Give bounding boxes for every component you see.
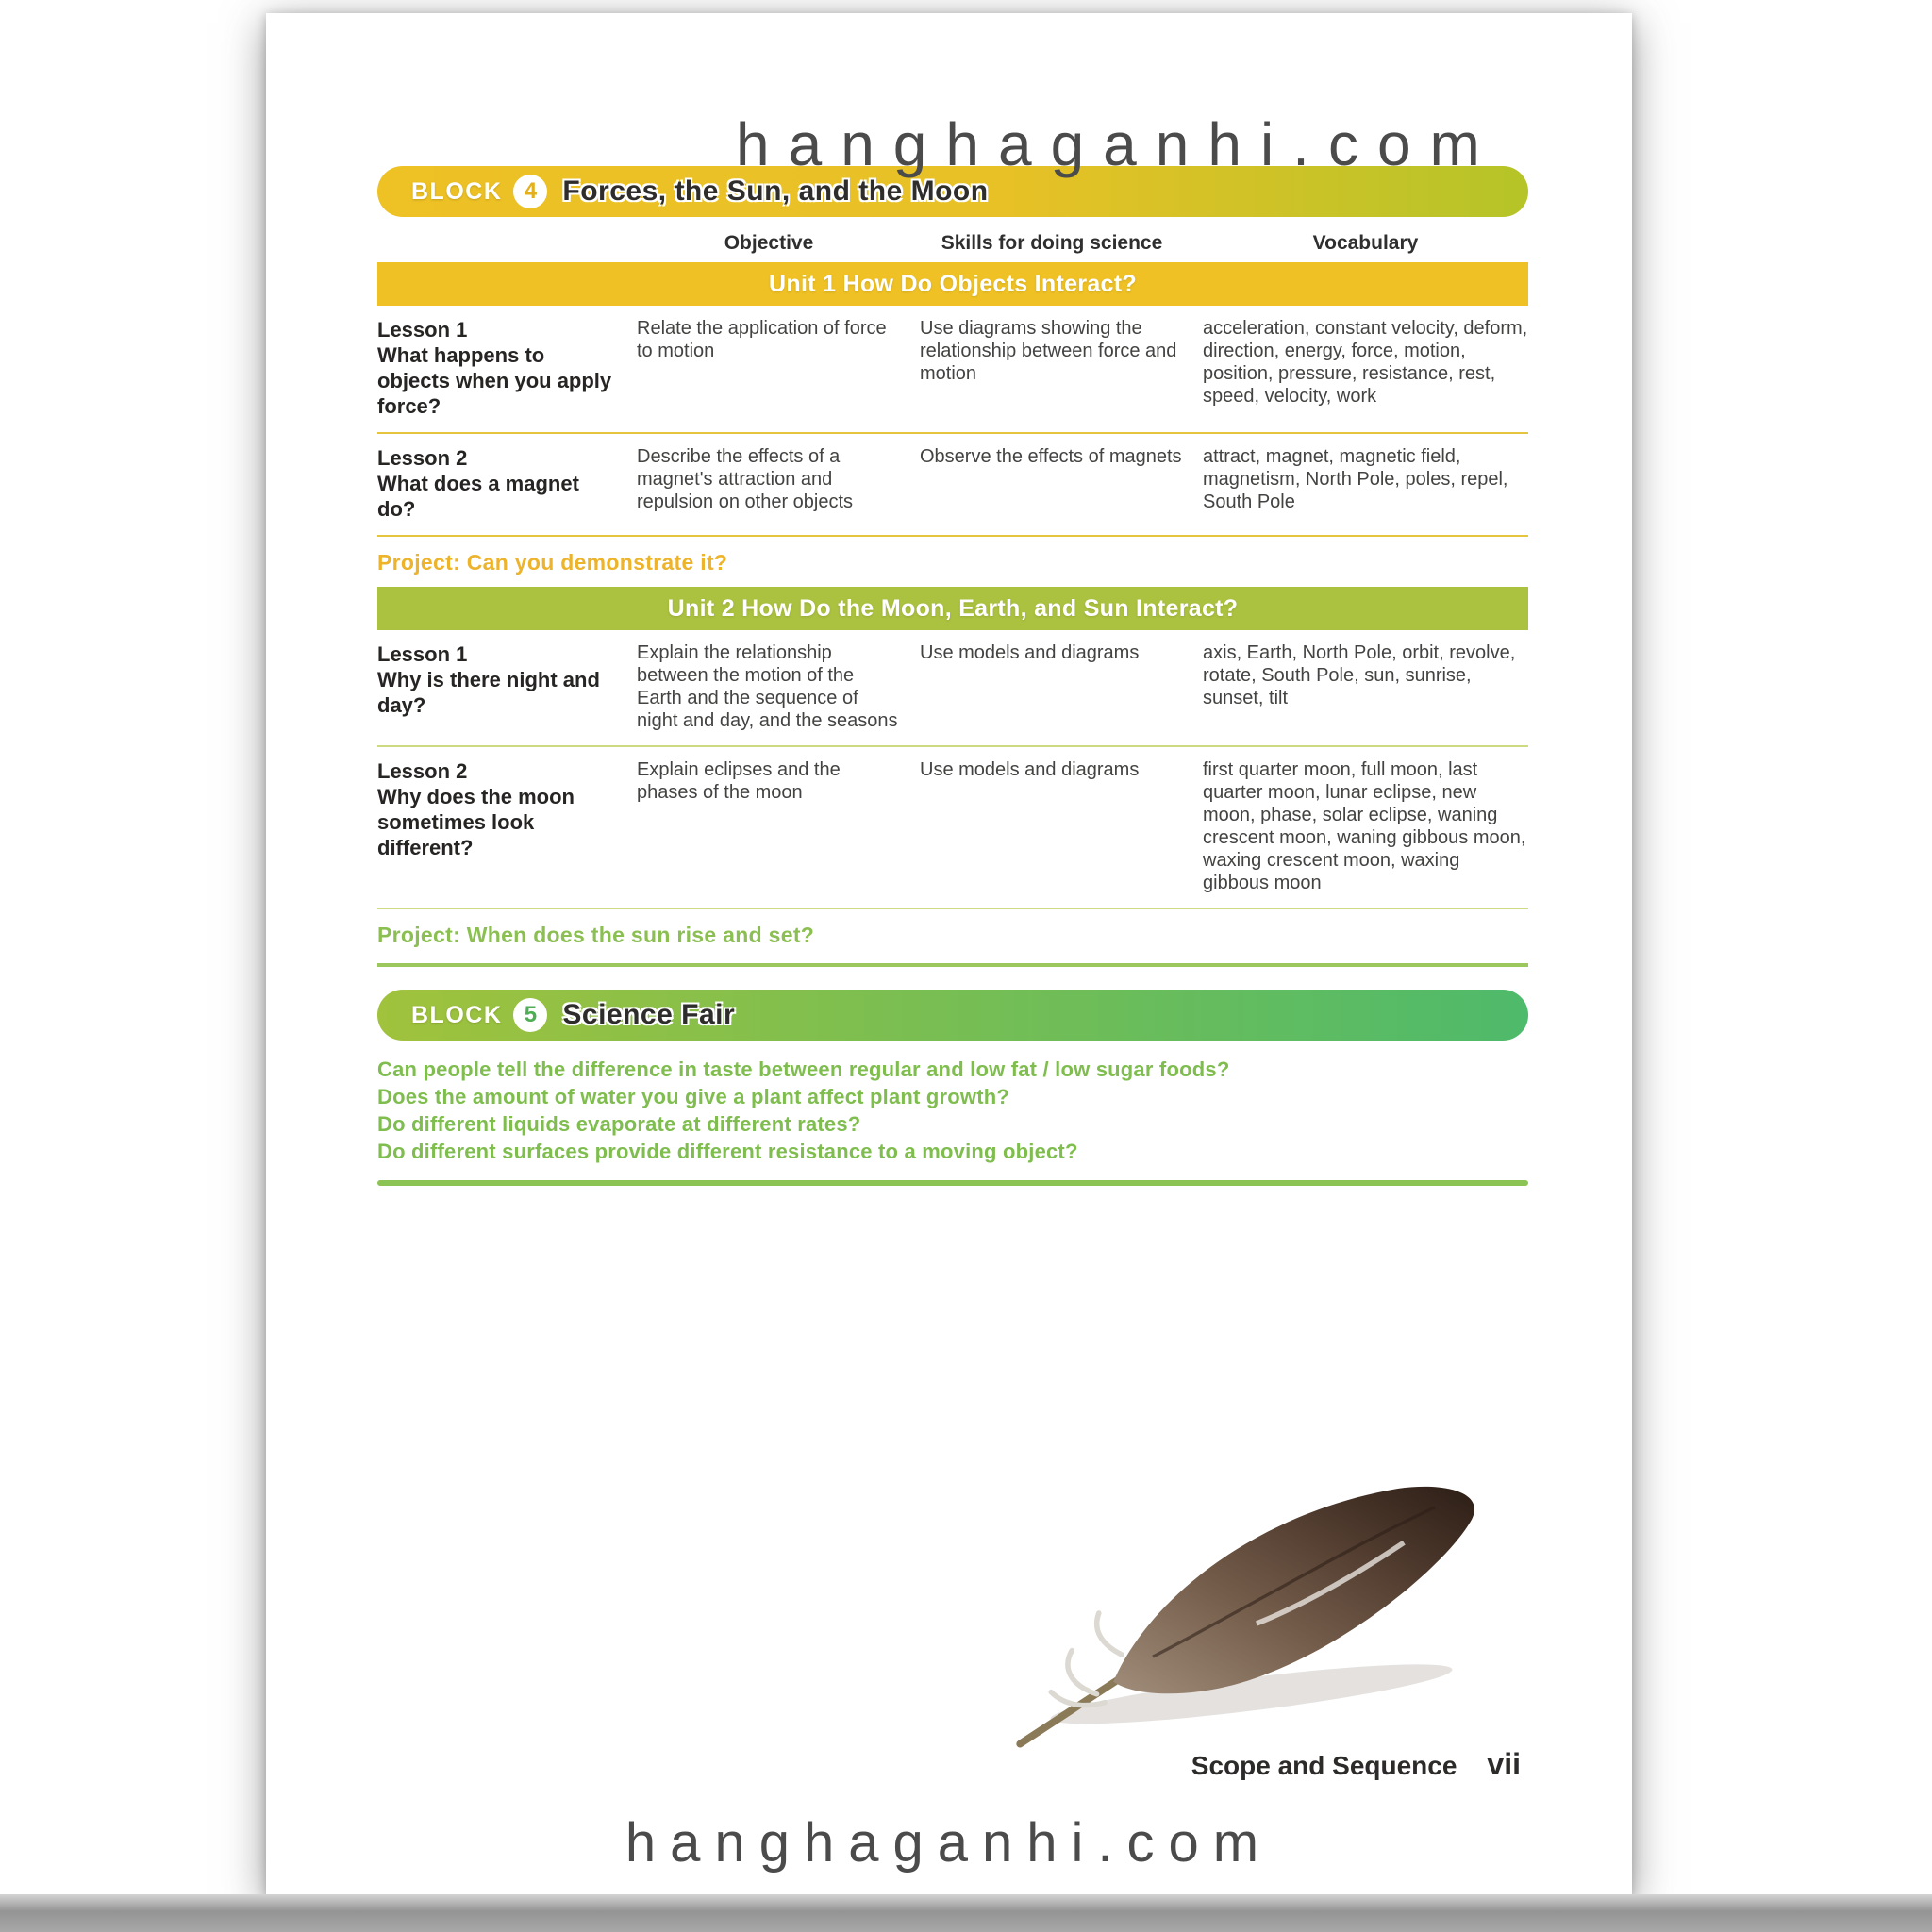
vocabulary-cell: first quarter moon, full moon, last quarter moon, lunar eclipse, new moon, phase, solar eclipse, waning crescent moon, waning gibbous moon, waxing crescent moon, waxing gibbous moon [1203, 759, 1526, 893]
table-row [377, 434, 1528, 537]
page-footer [1191, 1747, 1521, 1782]
unit1-title-bar: Unit 1 How Do Objects Interact? [377, 262, 1528, 306]
footer-section-title: Scope and Sequence [1191, 1751, 1457, 1780]
scope-and-sequence-content [377, 166, 1528, 1186]
lesson-question: What does a magnet do? [377, 472, 579, 521]
lesson-number: Lesson 2 [377, 446, 468, 470]
science-fair-questions [377, 1056, 1528, 1165]
lesson-number: Lesson 2 [377, 759, 468, 783]
skills-cell: Observe the effects of magnets [920, 446, 1182, 467]
objective-cell: Describe the effects of a magnet's attraction and repulsion on other objects [637, 446, 854, 512]
backdrop-bottom-bar [0, 1894, 1932, 1932]
skills-cell: Use models and diagrams [920, 642, 1140, 663]
vocabulary-cell: acceleration, constant velocity, deform, direction, energy, force, motion, position, pressure, resistance, rest, speed, velocity, work [1203, 318, 1528, 407]
lesson-title-cell [377, 317, 618, 419]
feather-image [992, 1447, 1521, 1758]
watermark-bottom: hanghaganhi.com [625, 1812, 1274, 1874]
table-row [377, 630, 1528, 747]
column-header-vocabulary: Vocabulary [1312, 232, 1419, 254]
block5-banner [377, 990, 1528, 1041]
footer-page-number: vii [1487, 1747, 1521, 1781]
lesson-title-cell [377, 445, 618, 522]
table-row [377, 747, 1528, 909]
science-fair-question: Do different surfaces provide different resistance to a moving object? [377, 1140, 1078, 1163]
unit2-project-line: Project: When does the sun rise and set? [377, 909, 1528, 967]
section-end-rule [377, 1180, 1528, 1186]
vocabulary-cell: attract, magnet, magnetic field, magnetism, North Pole, poles, repel, South Pole [1203, 446, 1508, 512]
science-fair-question: Does the amount of water you give a plant affect plant growth? [377, 1085, 1010, 1108]
block4-number-badge: 4 [513, 175, 547, 208]
column-header-objective: Objective [724, 232, 814, 254]
book-page [266, 13, 1632, 1896]
column-header-skills: Skills for doing science [941, 232, 1163, 254]
block5-title: Science Fair [562, 999, 736, 1030]
skills-cell: Use models and diagrams [920, 759, 1140, 780]
table-header-row [377, 226, 1528, 262]
block5-number-badge: 5 [513, 998, 547, 1032]
objective-cell: Explain eclipses and the phases of the moon [637, 759, 841, 803]
skills-cell: Use diagrams showing the relationship between force and motion [920, 318, 1177, 384]
block4-title: Forces, the Sun, and the Moon [562, 175, 989, 207]
lesson-question: Why does the moon sometimes look different? [377, 785, 575, 859]
science-fair-question: Do different liquids evaporate at different rates? [377, 1112, 861, 1136]
objective-cell: Relate the application of force to motion [637, 318, 887, 361]
unit2-title-bar: Unit 2 How Do the Moon, Earth, and Sun Interact? [377, 587, 1528, 630]
column-header-lesson [377, 232, 618, 255]
lesson-title-cell [377, 641, 618, 732]
block4-label: BLOCK [411, 177, 503, 205]
watermark-top: hanghaganhi.com [736, 110, 1499, 178]
block5-label: BLOCK [411, 1001, 503, 1028]
lesson-question: What happens to objects when you apply force? [377, 343, 612, 418]
vocabulary-cell: axis, Earth, North Pole, orbit, revolve, rotate, South Pole, sun, sunrise, sunset, tilt [1203, 642, 1516, 708]
table-row [377, 306, 1528, 434]
lesson-question: Why is there night and day? [377, 668, 600, 717]
lesson-number: Lesson 1 [377, 642, 468, 666]
unit1-project-line: Project: Can you demonstrate it? [377, 550, 728, 575]
lesson-title-cell [377, 758, 618, 894]
lesson-number: Lesson 1 [377, 318, 468, 341]
science-fair-question: Can people tell the difference in taste between regular and low fat / low sugar foods? [377, 1058, 1230, 1081]
objective-cell: Explain the relationship between the motion of the Earth and the sequence of night and day, and the seasons [637, 642, 898, 731]
